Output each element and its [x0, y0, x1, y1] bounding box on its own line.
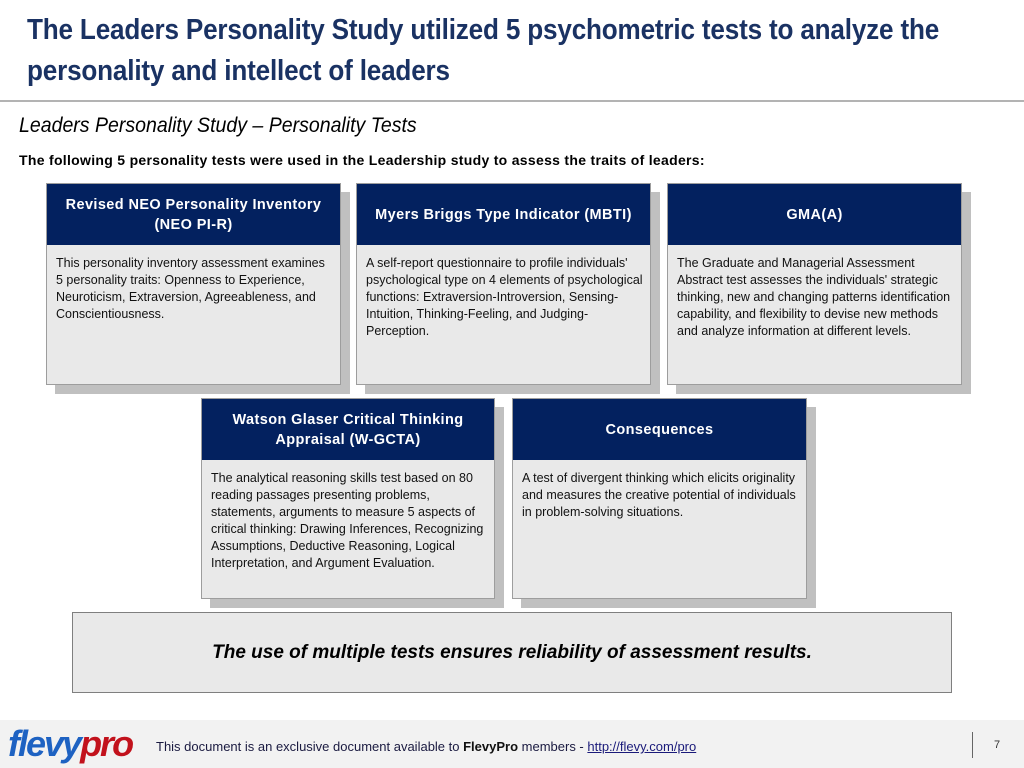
- card-description: The Graduate and Managerial Assessment Abstract test assesses the individuals' strategic thinking, new and changing patterns identification capability, and flexibility to devise new methods and analyze information at different levels.: [677, 256, 951, 338]
- title-divider: [0, 100, 1024, 102]
- logo-pro: pro: [80, 723, 133, 764]
- test-card-neo-pi-r: [46, 183, 341, 385]
- card-description: A self-report questionnaire to profile individuals' psychological type on 4 elements of psychological functions: Extraversion-Introversion, Sensing-Intuition, Thinking-Feeling, and Judging-Perception.: [366, 256, 643, 338]
- card-header: GMA(A): [668, 184, 961, 245]
- card-description: The analytical reasoning skills test based on 80 reading passages presenting problems, statements, arguments to measure 5 aspects of critical thinking: Drawing Inferences, Recognizing Assumptions, Deductive Reasoning, Logical Interpretation, and Argument Evaluation.: [211, 471, 484, 570]
- summary-callout: The use of multiple tests ensures reliability of assessment results.: [72, 612, 952, 693]
- card-header: Consequences: [513, 399, 806, 460]
- logo-flevy: flevy: [8, 723, 81, 764]
- test-card-consequences: [512, 398, 807, 599]
- test-card-gma-a: [667, 183, 962, 385]
- page-number: 7: [994, 739, 1001, 751]
- card-panel: [201, 398, 495, 599]
- card-panel: [356, 183, 651, 385]
- footer-notice: [156, 739, 696, 754]
- footer-text-after: members -: [518, 739, 588, 754]
- card-header: Revised NEO Personality Inventory (NEO PI-R): [47, 184, 340, 245]
- card-description: A test of divergent thinking which elicits originality and measures the creative potential of individuals in problem-solving situations.: [522, 471, 796, 519]
- flevy-pro-link[interactable]: http://flevy.com/pro: [587, 739, 697, 754]
- footer-divider: [972, 732, 973, 758]
- card-header: Watson Glaser Critical Thinking Appraisal (W-GCTA): [202, 399, 494, 460]
- footer-text-before: This document is an exclusive document available to: [156, 739, 464, 754]
- footer-brand: FlevyPro: [463, 739, 519, 754]
- intro-text: The following 5 personality tests were used in the Leadership study to assess the traits of leaders:: [19, 152, 705, 168]
- card-panel: [512, 398, 807, 599]
- flevypro-logo: [8, 724, 132, 764]
- card-panel: [46, 183, 341, 385]
- card-header: Myers Briggs Type Indicator (MBTI): [357, 184, 650, 245]
- card-panel: [667, 183, 962, 385]
- test-card-w-gcta: [201, 398, 495, 599]
- slide-title: The Leaders Personality Study utilized 5 psychometric tests to analyze the personality and intellect of leaders: [27, 14, 940, 87]
- slide-subtitle: Leaders Personality Study – Personality Tests: [19, 114, 417, 137]
- test-card-mbti: [356, 183, 651, 385]
- card-description: This personality inventory assessment examines 5 personality traits: Openness to Experience, Neuroticism, Extraversion, Agreeableness, and Conscientiousness.: [56, 256, 325, 321]
- footer: [0, 720, 1024, 768]
